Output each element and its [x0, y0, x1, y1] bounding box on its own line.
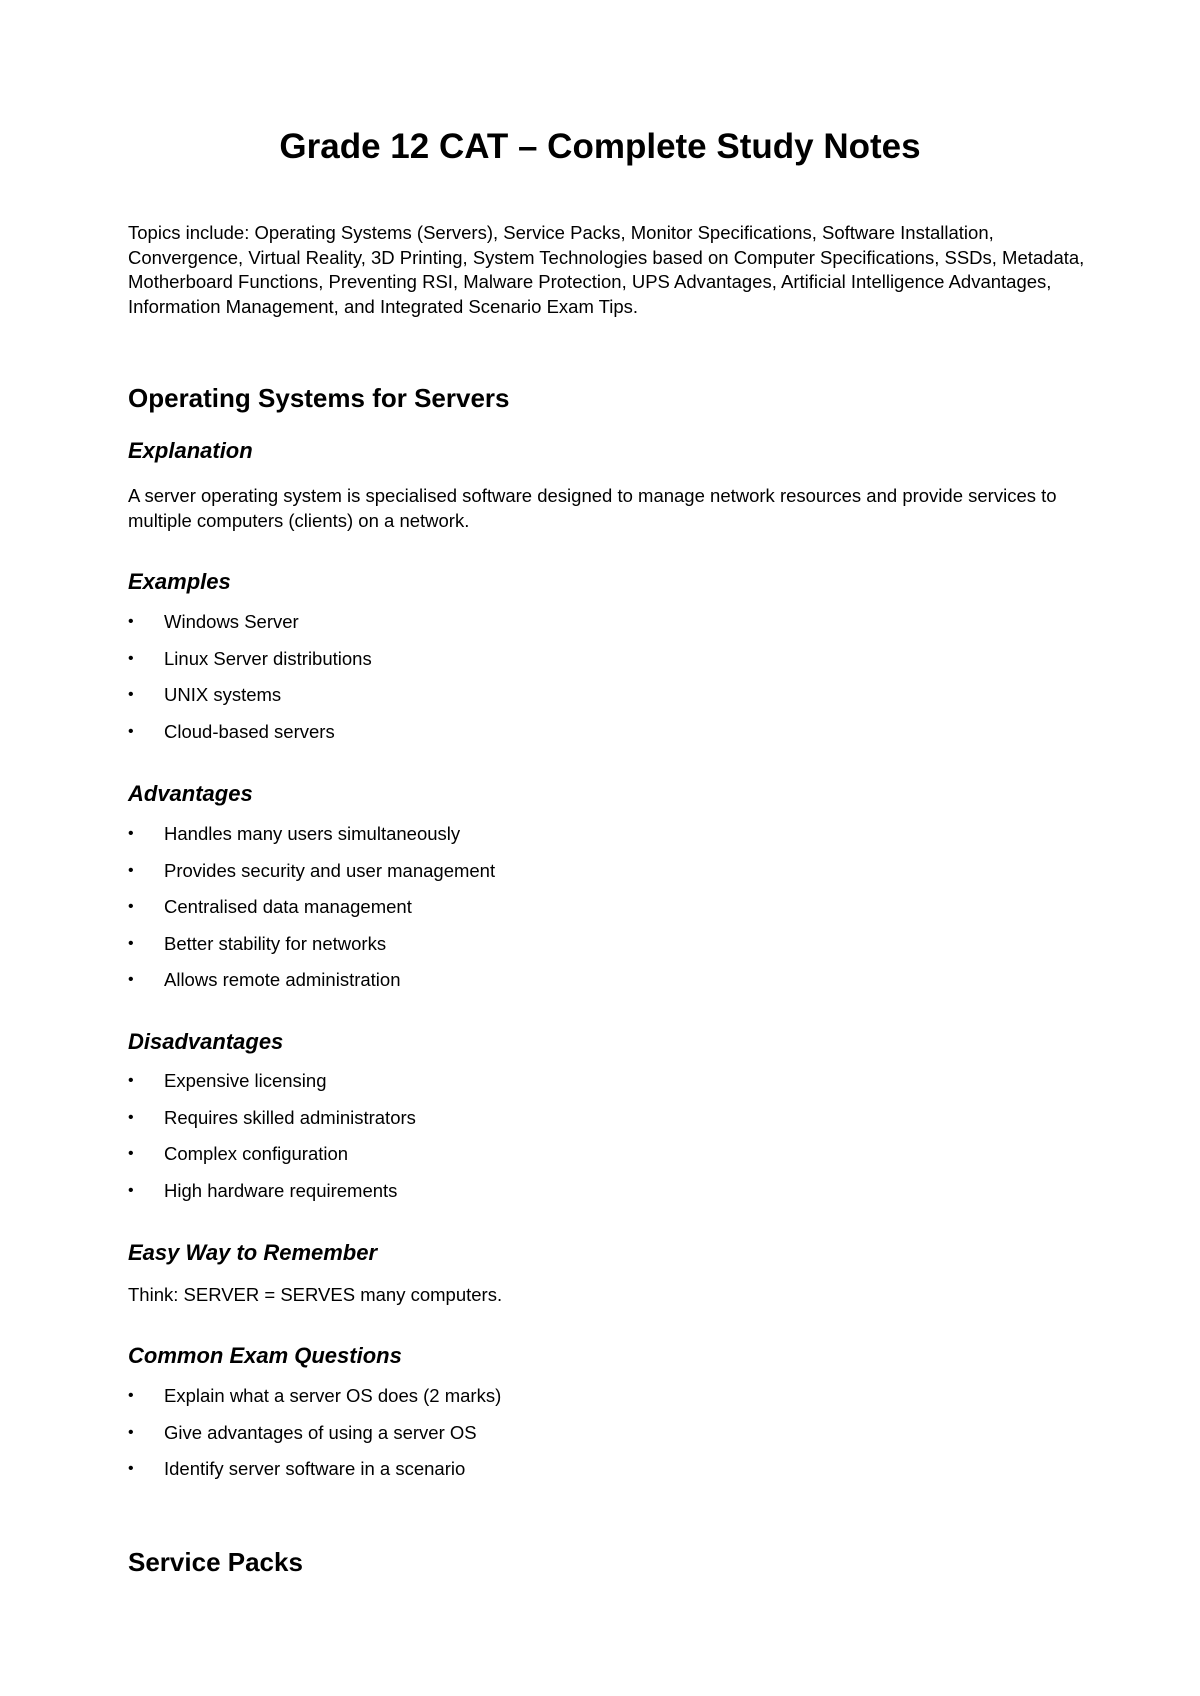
- bullet-icon: •: [128, 1145, 134, 1162]
- subheading-examples: Examples: [128, 569, 231, 594]
- list-item: [128, 895, 495, 932]
- list-item-text: Windows Server: [164, 611, 299, 632]
- list-item-text: Explain what a server OS does (2 marks): [164, 1385, 502, 1406]
- advantages-list: [128, 822, 495, 1005]
- section-heading-operating-systems: Operating Systems for Servers: [128, 383, 510, 413]
- bullet-icon: •: [128, 613, 134, 630]
- list-item-text: Better stability for networks: [164, 932, 387, 954]
- remember-text: Think: SERVER = SERVES many computers.: [128, 1284, 503, 1305]
- bullet-icon: •: [128, 1108, 134, 1126]
- examples-list: [128, 610, 372, 756]
- bullet-icon: •: [128, 934, 134, 952]
- list-item: [128, 1179, 416, 1216]
- bullet-icon: •: [128, 649, 134, 667]
- list-item-text: Identify server software in a scenario: [164, 1458, 466, 1479]
- list-item: [128, 1142, 416, 1179]
- bullet-icon: •: [128, 686, 134, 703]
- bullet-icon: •: [128, 1460, 134, 1477]
- list-item: [128, 647, 372, 684]
- list-item-text: Handles many users simultaneously: [164, 823, 461, 844]
- list-item-text: Centralised data management: [164, 896, 412, 917]
- list-item: [128, 932, 495, 969]
- list-item-text: UNIX systems: [164, 684, 282, 705]
- list-item-text: Provides security and user management: [164, 859, 496, 881]
- list-item-text: Give advantages of using a server OS: [164, 1421, 477, 1443]
- bullet-icon: •: [128, 1072, 134, 1089]
- bullet-icon: •: [128, 1181, 134, 1199]
- subheading-advantages: Advantages: [128, 781, 253, 806]
- list-item-text: Requires skilled administrators: [164, 1106, 416, 1128]
- document-title: Grade 12 CAT – Complete Study Notes: [279, 127, 921, 166]
- list-item: [128, 822, 495, 859]
- list-item: [128, 968, 495, 1005]
- bullet-icon: •: [128, 1423, 134, 1441]
- list-item: [128, 1106, 416, 1143]
- subheading-easy-way-to-remember: Easy Way to Remember: [128, 1240, 378, 1265]
- bullet-icon: •: [128, 861, 134, 879]
- bullet-icon: •: [128, 825, 134, 842]
- list-item: [128, 1069, 416, 1106]
- disadvantages-list: [128, 1069, 416, 1215]
- list-item-text: Linux Server distributions: [164, 647, 372, 669]
- bullet-icon: •: [128, 722, 134, 740]
- subheading-common-exam-questions: Common Exam Questions: [128, 1343, 402, 1368]
- list-item-text: High hardware requirements: [164, 1179, 398, 1201]
- list-item-text: Complex configuration: [164, 1143, 349, 1164]
- list-item-text: Cloud-based servers: [164, 720, 335, 742]
- subheading-disadvantages: Disadvantages: [128, 1029, 284, 1054]
- exam-questions-list: [128, 1384, 501, 1494]
- list-item: [128, 1384, 501, 1421]
- list-item: [128, 720, 372, 757]
- bullet-icon: •: [128, 1387, 134, 1404]
- bullet-icon: •: [128, 898, 134, 915]
- subheading-explanation: Explanation: [128, 438, 253, 463]
- bullet-icon: •: [128, 971, 134, 988]
- list-item: [128, 610, 372, 647]
- list-item: [128, 1421, 501, 1458]
- topics-intro: Topics include: Operating Systems (Servers), Service Packs, Monitor Specifications, Software Installation, Convergence, Virtual Reality, 3D Printing, System Technologies based on Computer Specifications, SSDs, Metadata, Motherboard Functions, Preventing RSI, Malware Protection, UPS Advantages, Artificial Intelligence Advantages, Information Management, and Integrated Scenario Exam Tips.: [128, 222, 1085, 317]
- list-item-text: Expensive licensing: [164, 1070, 327, 1091]
- section-heading-service-packs: Service Packs: [128, 1547, 303, 1577]
- list-item: [128, 1457, 501, 1494]
- list-item-text: Allows remote administration: [164, 969, 401, 990]
- list-item: [128, 683, 372, 720]
- explanation-text: A server operating system is specialised software designed to manage network resources and provide services to multiple computers (clients) on a network.: [128, 485, 1057, 531]
- list-item: [128, 859, 495, 896]
